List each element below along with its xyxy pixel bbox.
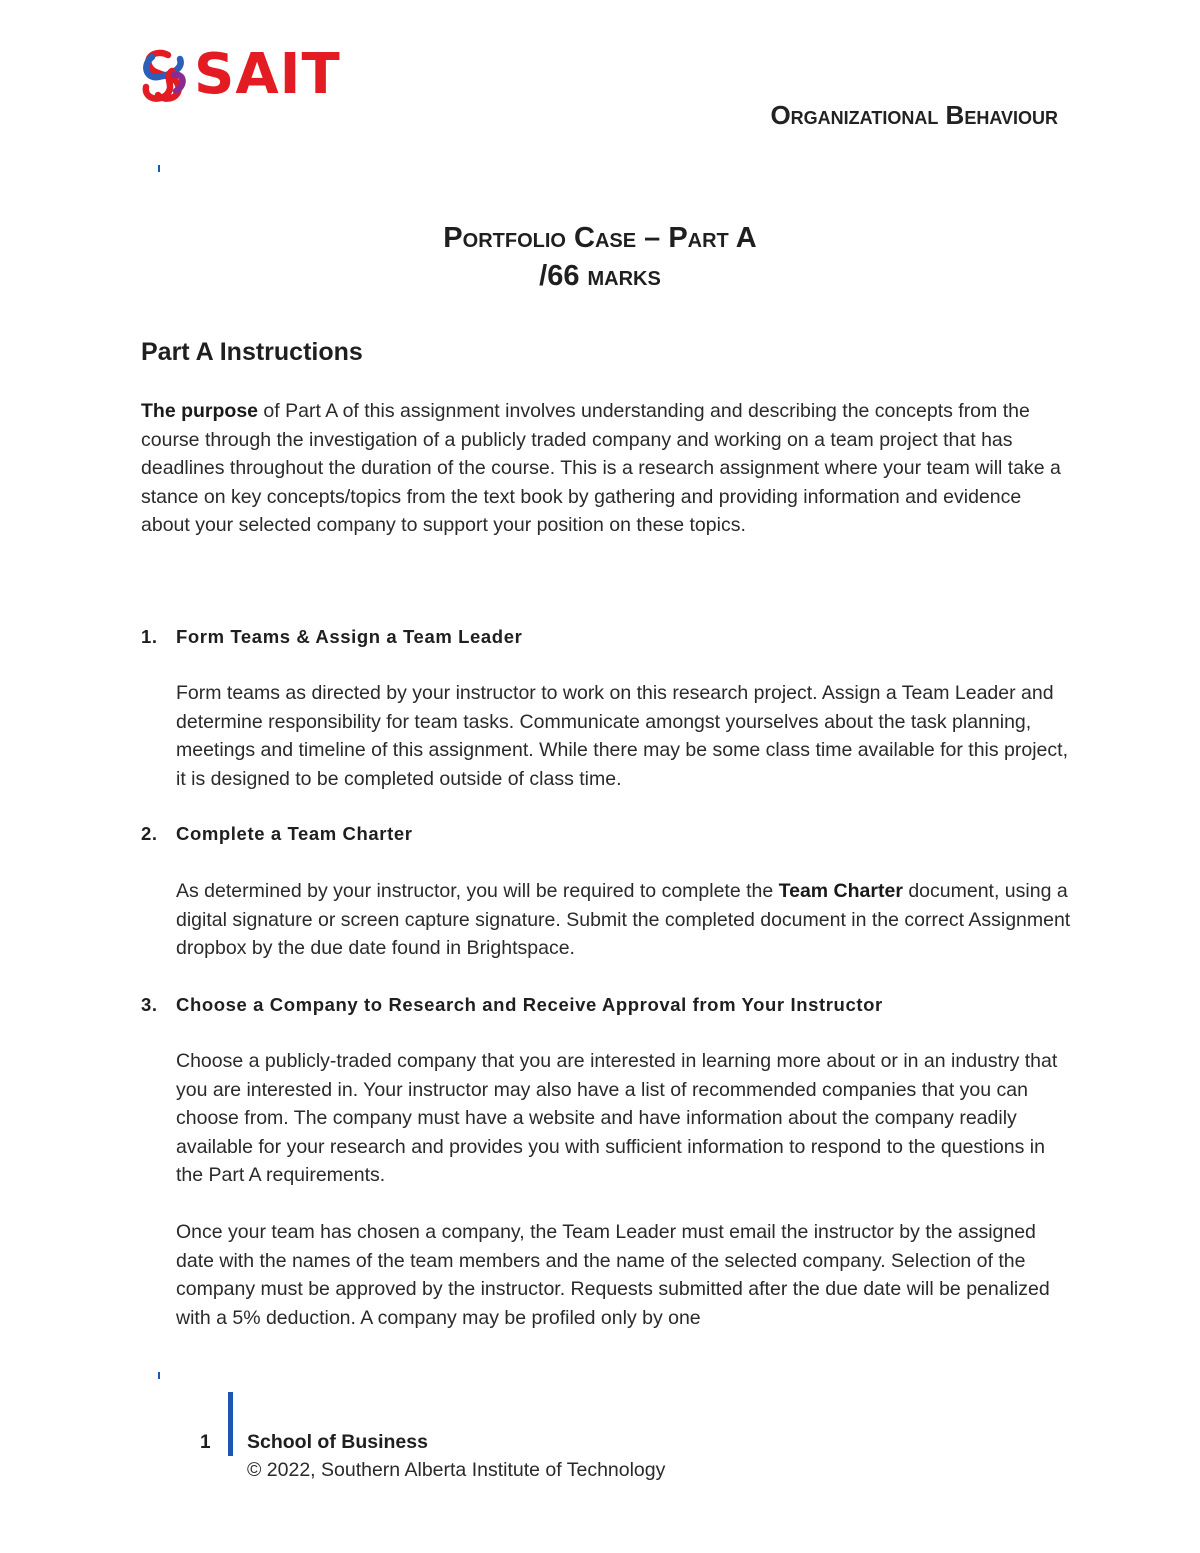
- footer-school: School of Business: [247, 1431, 428, 1453]
- item-text-team-charter: [176, 877, 1076, 963]
- document-title: Portfolio Case – Part A: [443, 222, 757, 254]
- course-title: Organizational Behaviour: [770, 100, 1058, 130]
- item-text-part: document, using a digital signature or screen capture signature. Submit the completed document in the correct Assignment dropbox by the due date found in Brightspace.: [176, 880, 1071, 959]
- footer-copyright: © 2022, Southern Alberta Institute of Technology: [247, 1459, 666, 1481]
- item-heading-choose-company: [141, 994, 883, 1016]
- sait-knot-icon: [138, 47, 190, 103]
- footer-marker: [158, 1372, 160, 1379]
- item-heading-form-teams: [141, 626, 522, 648]
- sait-logo: [138, 42, 341, 107]
- purpose-paragraph: [141, 397, 1066, 540]
- item-number: 1.: [141, 626, 158, 647]
- page-number: 1: [200, 1432, 211, 1453]
- item-number: 2.: [141, 823, 158, 844]
- item-title: Form Teams & Assign a Team Leader: [176, 626, 523, 647]
- item-number: 3.: [141, 994, 158, 1015]
- item-heading-team-charter: [141, 823, 413, 845]
- item-title: Complete a Team Charter: [176, 823, 413, 844]
- item-text-company-approval: Once your team has chosen a company, the Team Leader must email the instructor by the assigned date with the names of the team members and the name of the selected company. Selection of the company must be approved by the instructor. Requests submitted after the due date will be penalized with a 5% deduction. A company may be profiled only by one: [176, 1221, 1050, 1329]
- item-text-part: As determined by your instructor, you will be required to complete the: [176, 880, 779, 902]
- purpose-text: of Part A of this assignment involves understanding and describing the concepts from the course through the investigation of a publicly traded company and working on a team project that has deadlines throughout the duration of the course. This is a research assignment where your team will take a stance on key concepts/topics from the text book by gathering and providing information and evidence about your selected company to support your position on these topics.: [141, 400, 1061, 536]
- logo-wordmark: SAIT: [194, 42, 341, 107]
- purpose-label: The purpose: [141, 400, 259, 422]
- document-marks: /66 marks: [539, 260, 661, 292]
- team-charter-label: Team Charter: [778, 880, 903, 902]
- item-title: Choose a Company to Research and Receive Approval from Your Instructor: [176, 994, 883, 1015]
- header-marker: [158, 165, 160, 172]
- footer-divider: [228, 1392, 233, 1456]
- section-heading: Part A Instructions: [141, 338, 363, 366]
- item-text-choose-company: Choose a publicly-traded company that you are interested in learning more about or in an industry that you are interested in. Your instructor may also have a list of recommended companies that you can choose from. The company must have a website and have information about the company readily available for your research and provides you with sufficient information to respond to the questions in the Part A requirements.: [176, 1050, 1058, 1186]
- item-text-form-teams: Form teams as directed by your instructor to work on this research project. Assign a Team Leader and determine responsibility for team tasks. Communicate amongst yourselves about the task planning, meetings and timeline of this assignment. While there may be some class time available for this project, it is designed to be completed outside of class time.: [176, 682, 1068, 790]
